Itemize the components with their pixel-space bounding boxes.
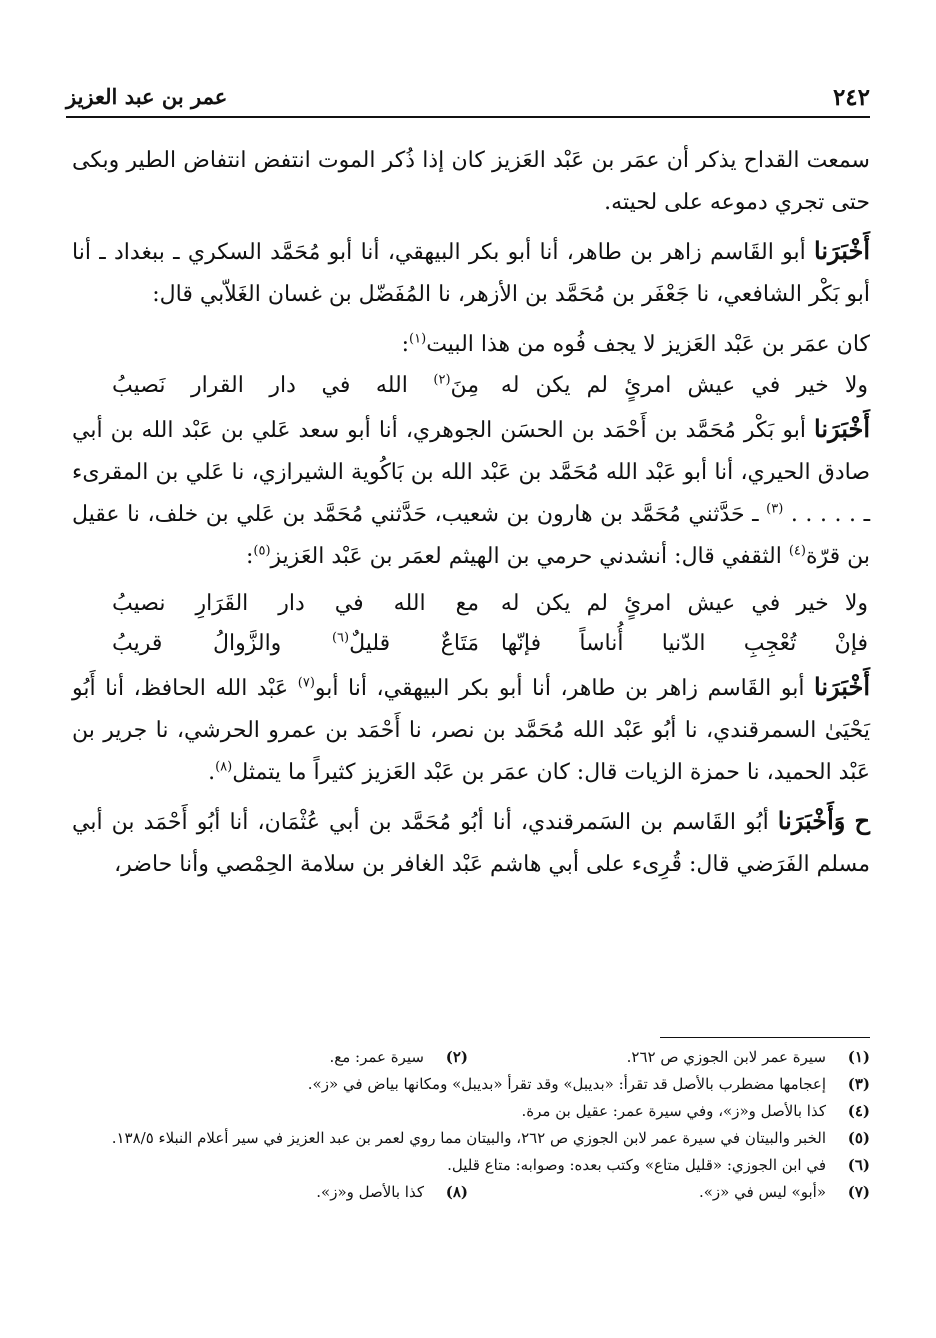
poem-intro-1-end: : — [401, 332, 410, 357]
verse-3-b-pre: مَتَاعٌ قليلٌ — [349, 631, 480, 656]
verse-2-first-hemistich: ولا خير في عيش امرئٍ لم يكن له — [500, 591, 868, 616]
verse-1-second-hemistich — [72, 365, 479, 407]
footnote-number: (١) — [847, 1048, 870, 1066]
running-title: عمر بن عبد العزيز — [66, 84, 228, 109]
verse-1-b-post: الله في دار القرار نَصيبُ — [112, 373, 408, 398]
footnote-text: سيرة عمر: مع. — [329, 1048, 424, 1066]
footnote-ref-7[interactable]: (٧) — [297, 675, 315, 691]
footnote-text: كذا بالأصل و«ز». — [316, 1183, 424, 1201]
footnote-text: سيرة عمر لابن الجوزي ص ٢٦٢. — [626, 1048, 826, 1066]
paragraph-5-text: أبُو القَاسم بن السَمرقندي، أنا أبُو مُحَمَّد بن أبي عُثْمَان، أنا أبُو أَحْمَد بن أبي مسلم الفَرَضي قال: قُرِىء على أبي هاشم عَبْد الغافر بن سلامة الحِمْصي وأنا حاضر، — [72, 810, 870, 877]
footnote-5 — [66, 1125, 870, 1152]
paragraph-1-text: سمعت القداح يذكر أن عمَر بن عَبْد العَزيز كان إذا ذُكر الموت انتفض انتفاض الطير وبكى حتى تجري دموعه على لحيته. — [72, 148, 870, 215]
footnote-ref-2[interactable]: (٢) — [433, 372, 451, 388]
paragraph-4-b: عَبْد الله الحافظ، أنا أَبُو يَحْيَىٰ السمرقندي، نا أبُو عَبْد الله مُحَمَّد بن نصر، نا أَحْمَد بن عمرو الحرشي، نا جرير بن عَبْد الحميد، نا حمزة الزيات قال: كان عمَر بن عَبْد العَزيز كثيراً ما يتمثل — [72, 676, 870, 785]
footnote-row-7-8 — [66, 1179, 870, 1206]
akhbarana-keyword: أَخْبَرَنا — [814, 414, 870, 443]
page-number: ٢٤٢ — [832, 84, 870, 111]
footnote-7 — [468, 1179, 870, 1206]
footnote-text: إعجامها مضطرب بالأصل قد تقرأ: «بديبل» وقد تقرأ «بديبل» ومكانها بياض في «ز». — [307, 1075, 826, 1093]
paragraph-3-end: : — [245, 544, 254, 569]
paragraph-4 — [72, 666, 870, 794]
footnote-2 — [66, 1044, 468, 1071]
verse-1-first-hemistich: ولا خير في عيش امرئٍ لم يكن له — [500, 373, 868, 398]
footnote-ref-4[interactable]: (٤) — [788, 543, 806, 559]
akhbarana-keyword: أَخْبَرَنا — [814, 236, 871, 265]
footnote-ref-1[interactable]: (١) — [409, 331, 427, 347]
footnote-4 — [66, 1098, 870, 1125]
paragraph-3-a: أبو بَكْر مُحَمَّد بن أَحْمَد بن الحسَن الجوهري، أنا أبو سعد عَلي بن عَبْد الله بن أبي صادق الحيري، أنا أبو عَبْد الله مُحَمَّد بن عَبْد الله بن بَاكُوية الشيرازي، نا عَلي بن المقرىء ـ . . . . . — [72, 418, 871, 527]
verse-3 — [72, 624, 870, 664]
verse-2 — [72, 584, 870, 624]
paragraph-2-text: أبو القَاسم زاهر بن طاهر، أنا أبو بكر البيهقي، أنا أبو مُحَمَّد السكري ـ ببغداد ـ أنا أبو بَكْر الشافعي، نا جَعْفَر بن مُحَمَّد بن الأزهر، نا المُفَضّل بن غسان الغَلاّبي قال: — [72, 240, 870, 307]
footnote-number: (٧) — [847, 1183, 870, 1201]
footnote-rule — [660, 1037, 870, 1038]
running-header — [66, 82, 870, 116]
header-rule — [66, 116, 870, 118]
footnote-ref-5[interactable]: (٥) — [253, 543, 271, 559]
footnote-row-1-2 — [66, 1044, 870, 1071]
paragraph-5 — [72, 800, 870, 886]
footnote-number: (٥) — [847, 1129, 870, 1147]
footnote-number: (٨) — [445, 1183, 468, 1201]
verse-3-second-hemistich — [72, 623, 479, 665]
footnote-ref-6[interactable]: (٦) — [331, 630, 350, 646]
footnote-ref-3[interactable]: (٣) — [766, 501, 784, 517]
main-text — [72, 140, 870, 892]
footnote-text: الخبر والبيتان في سيرة عمر لابن الجوزي ص ٢٦٢، والبيتان مما روي لعمر بن عبد العزيز في سير أعلام النبلاء ١٣٨/٥. — [111, 1129, 826, 1147]
paragraph-2 — [72, 230, 870, 316]
footnote-number: (٦) — [847, 1156, 870, 1174]
paragraph-4-a: أبو القَاسم زاهر بن طاهر، أنا أبو بكر البيهقي، أنا أبو — [314, 676, 805, 701]
verse-3-first-hemistich: فإنْ تُعْجِبِ الدّنيا أُناساً فإنّها — [500, 631, 868, 656]
footnote-6 — [66, 1152, 870, 1179]
footnote-1 — [468, 1044, 870, 1071]
verse-1 — [72, 366, 870, 406]
footnote-number: (٤) — [847, 1102, 870, 1120]
footnote-number: (٢) — [445, 1048, 468, 1066]
footnote-ref-8[interactable]: (٨) — [215, 759, 233, 775]
footnote-text: «أبو» ليس في «ز». — [698, 1183, 826, 1201]
footnote-text: في ابن الجوزي: «قليل متاع» وكتب بعده: وصوابه: متاع قليل. — [447, 1156, 826, 1174]
paragraph-4-end: . — [208, 760, 216, 785]
footnote-3 — [66, 1071, 870, 1098]
poem-intro-1 — [72, 324, 870, 366]
verse-2-second-hemistich: مع الله في دار القَرَارِ نصيبُ — [112, 591, 480, 616]
footnote-8 — [66, 1179, 468, 1206]
paragraph-3 — [72, 408, 870, 578]
verse-3-b-post: والزَّوالُ قريبُ — [112, 631, 282, 656]
footnote-number: (٣) — [847, 1075, 870, 1093]
paragraph-3-b: ـ حَدَّثني مُحَمَّد بن هارون بن شعيب، حَدَّثني مُحَمَّد بن عَلي بن خلف، نا عقيل بن قرّة — [72, 502, 870, 569]
paragraph-1 — [72, 140, 870, 224]
wa-akhbarana-keyword: وَأَخْبَرَنا — [777, 806, 846, 835]
ha-marker: ح — [854, 806, 870, 835]
poem-intro-1-text: كان عمَر بن عَبْد العَزيز لا يجف فُوه من هذا البيت — [426, 332, 870, 357]
footnote-text: كذا بالأصل و«ز»، وفي سيرة عمر: عقيل بن مرة. — [521, 1102, 826, 1120]
paragraph-3-c: الثقفي قال: أنشدني حرمي بن الهيثم لعمَر بن عَبْد العَزيز — [270, 544, 782, 569]
footnotes — [66, 1044, 870, 1206]
akhbarana-keyword: أَخْبَرَنا — [814, 672, 870, 701]
verse-1-b-pre: مِنَ — [450, 373, 480, 398]
